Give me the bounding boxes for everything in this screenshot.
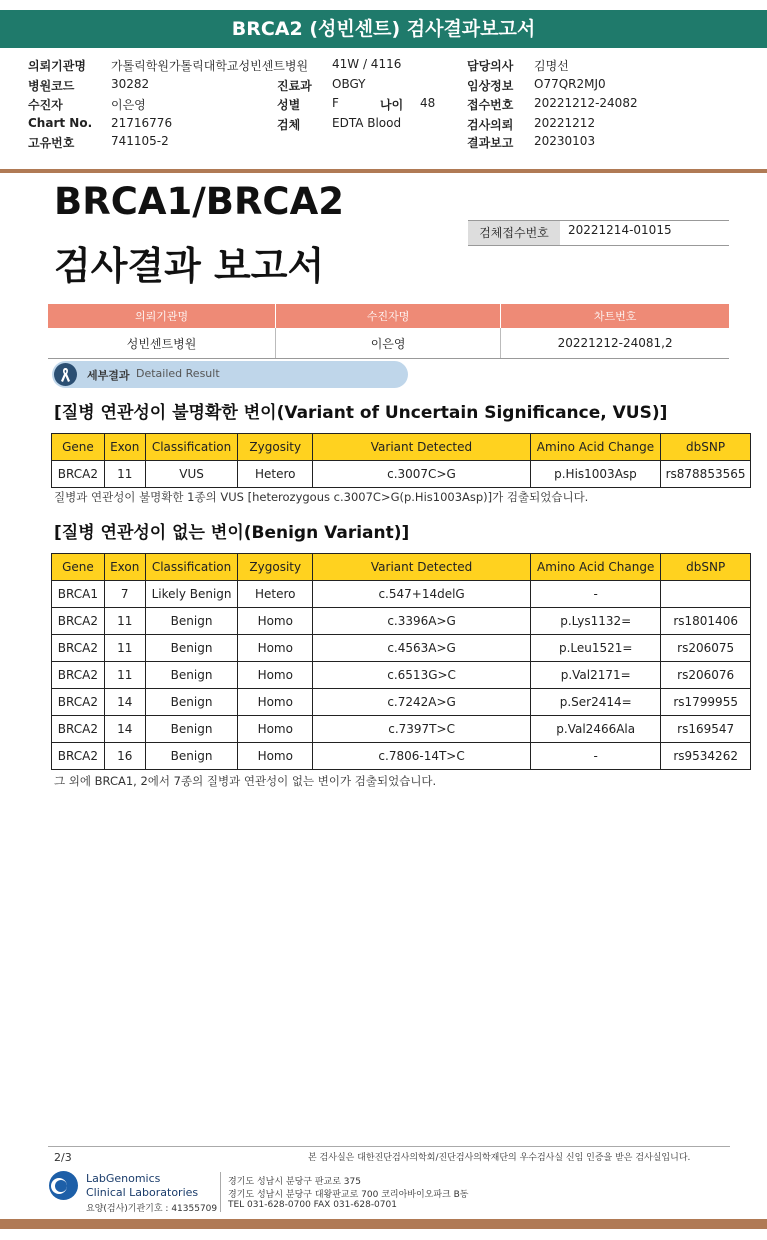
label-receipt-no: 접수번호 [467,98,514,112]
cell-zygosity: Homo [238,689,313,716]
col-amino-acid: Amino Acid Change [530,434,660,461]
label-chart-no: Chart No. [28,116,93,130]
col-zygosity: Zygosity [238,554,313,581]
company-name-1: LabGenomics [86,1172,161,1185]
col-dbsnp: dbSNP [661,434,751,461]
cell-zygosity: Homo [238,608,313,635]
cell-variant: c.6513G>C [313,662,531,689]
label-sex: 성별 [277,98,301,112]
cell-amino-acid: p.Lys1132= [531,608,661,635]
label-doctor: 담당의사 [467,59,514,73]
info-header-chart: 차트번호 [501,304,729,328]
value-sex: F [332,96,339,110]
cell-dbsnp: rs1801406 [661,608,751,635]
cell-variant: c.3396A>G [313,608,531,635]
detailed-result-pill [52,361,408,388]
cell-exon: 7 [104,581,145,608]
label-department: 진료과 [277,79,312,93]
label-hospital-code: 병원코드 [28,79,75,93]
report-title-line2: 검사결과 보고서 [54,244,325,288]
table-row [52,689,751,716]
cell-dbsnp [661,581,751,608]
value-unique-no: 741105-2 [111,134,169,148]
col-variant: Variant Detected [313,434,531,461]
receipt-value: 20221214-01015 [568,223,672,237]
table-row [52,743,751,770]
cell-zygosity: Homo [238,662,313,689]
address-1: 경기도 성남시 분당구 판교로 375 [228,1177,361,1187]
label-test-request: 검사의뢰 [467,118,514,132]
info-value-patient: 이은영 [276,328,501,359]
cell-gene: BRCA1 [52,581,105,608]
cell-classification: Likely Benign [145,581,238,608]
info-header-institution: 의뢰기관명 [48,304,276,328]
value-ward: 41W / 4116 [332,57,402,71]
cell-gene: BRCA2 [52,635,105,662]
cell-dbsnp: rs206075 [661,635,751,662]
table-row [52,581,751,608]
specimen-receipt-box [468,220,729,246]
detailed-result-ko: 세부결과 [87,369,130,382]
benign-table [51,553,751,770]
col-dbsnp: dbSNP [661,554,751,581]
value-patient: 이은영 [111,98,146,112]
cell-classification: Benign [145,689,238,716]
cell-variant: c.7397T>C [313,716,531,743]
patient-info-table [48,304,729,359]
cell-amino-acid: p.Val2466Ala [531,716,661,743]
cell-classification: VUS [145,461,238,488]
col-gene: Gene [52,434,105,461]
table-row [52,716,751,743]
cell-gene: BRCA2 [52,608,105,635]
company-name-2: Clinical Laboratories [86,1186,199,1199]
footer-bar [0,1219,767,1229]
cell-zygosity: Homo [238,716,313,743]
value-result-report: 20230103 [534,134,596,148]
cell-amino-acid: - [531,743,661,770]
label-unique-no: 고유번호 [28,136,75,150]
cell-amino-acid: - [531,581,661,608]
vus-table [51,433,751,488]
institution-code: 요양(검사)기관기호 : 41355709 [86,1204,218,1214]
label-specimen: 검체 [277,118,301,132]
info-value-chart: 20221212-24081,2 [501,328,729,359]
cell-amino-acid: p.His1003Asp [530,461,660,488]
cell-gene: BRCA2 [52,662,105,689]
cell-zygosity: Homo [238,743,313,770]
report-banner: BRCA2 (성빈센트) 검사결과보고서 [0,10,767,48]
cell-variant: c.4563A>G [313,635,531,662]
cell-exon: 16 [104,743,145,770]
cell-dbsnp: rs169547 [661,716,751,743]
cell-gene: BRCA2 [52,716,105,743]
cell-zygosity: Hetero [238,581,313,608]
cell-classification: Benign [145,662,238,689]
footer-separator [220,1172,221,1212]
report-title-line1: BRCA1/BRCA2 [54,180,344,223]
table-row [52,461,751,488]
cell-classification: Benign [145,716,238,743]
info-value-institution: 성빈센트병원 [48,328,276,359]
cell-dbsnp: rs1799955 [661,689,751,716]
cell-amino-acid: p.Leu1521= [531,635,661,662]
value-age: 48 [420,96,436,110]
cell-zygosity: Hetero [238,461,313,488]
value-chart-no: 21716776 [111,116,173,130]
cell-dbsnp: rs878853565 [661,461,751,488]
col-gene: Gene [52,554,105,581]
certification-text: 본 검사실은 대한진단검사의학회/진단검사의학재단의 우수검사실 신임 인증을 받은 검사실입니다. [308,1153,691,1163]
cell-zygosity: Homo [238,635,313,662]
detailed-result-en: Detailed Result [136,367,220,380]
value-test-request: 20221212 [534,116,596,130]
ribbon-icon [54,363,77,386]
vus-note: 질병과 연관성이 불명확한 1종의 VUS [heterozygous c.3007C>G(p.His1003Asp)]가 검출되었습니다. [54,490,589,504]
value-department: OBGY [332,77,366,91]
info-header-patient: 수진자명 [276,304,501,328]
report-header [0,0,767,160]
table-row [52,635,751,662]
label-result-report: 결과보고 [467,136,514,150]
cell-exon: 14 [104,716,145,743]
value-hospital-code: 30282 [111,77,150,91]
cell-amino-acid: p.Val2171= [531,662,661,689]
contact-tel-fax: TEL 031-628-0700 FAX 031-628-0701 [228,1200,397,1210]
cell-dbsnp: rs206076 [661,662,751,689]
label-age: 나이 [380,98,404,112]
col-classification: Classification [145,434,238,461]
header-divider [0,169,767,173]
col-zygosity: Zygosity [238,434,313,461]
cell-exon: 11 [104,608,145,635]
cell-gene: BRCA2 [52,743,105,770]
cell-variant: c.7806-14T>C [313,743,531,770]
cell-variant: c.7242A>G [313,689,531,716]
benign-section-title: [질병 연관성이 없는 변이(Benign Variant)] [54,523,410,543]
cell-exon: 11 [104,461,145,488]
cell-variant: c.547+14delG [313,581,531,608]
value-clinical-info: O77QR2MJ0 [534,77,606,91]
cell-dbsnp: rs9534262 [661,743,751,770]
value-receipt-no: 20221212-24082 [534,96,638,110]
cell-amino-acid: p.Ser2414= [531,689,661,716]
label-clinical-info: 임상정보 [467,79,514,93]
page-number: 2/3 [54,1151,72,1164]
labgenomics-logo-icon [49,1171,78,1200]
cell-classification: Benign [145,743,238,770]
footer-divider [48,1146,730,1147]
cell-classification: Benign [145,635,238,662]
table-row [52,662,751,689]
cell-gene: BRCA2 [52,461,105,488]
address-2: 경기도 성남시 분당구 대왕판교로 700 코리아바이오파크 B동 [228,1190,469,1200]
cell-exon: 14 [104,689,145,716]
col-amino-acid: Amino Acid Change [531,554,661,581]
col-exon: Exon [104,554,145,581]
col-variant: Variant Detected [313,554,531,581]
benign-note: 그 외에 BRCA1, 2에서 7종의 질병과 연관성이 없는 변이가 검출되었습니다. [54,774,437,788]
cell-variant: c.3007C>G [313,461,531,488]
cell-exon: 11 [104,662,145,689]
cell-exon: 11 [104,635,145,662]
receipt-label: 검체접수번호 [468,221,560,245]
cell-gene: BRCA2 [52,689,105,716]
label-patient: 수진자 [28,98,63,112]
label-institution: 의뢰기관명 [28,59,86,73]
value-institution: 가톨릭학원가톨릭대학교성빈센트병원 [111,59,309,73]
value-specimen: EDTA Blood [332,116,402,130]
table-row [52,608,751,635]
col-exon: Exon [104,434,145,461]
col-classification: Classification [145,554,238,581]
cell-classification: Benign [145,608,238,635]
vus-section-title: [질병 연관성이 불명확한 변이(Variant of Uncertain Significance, VUS)] [54,403,668,423]
value-doctor: 김명선 [534,59,569,73]
